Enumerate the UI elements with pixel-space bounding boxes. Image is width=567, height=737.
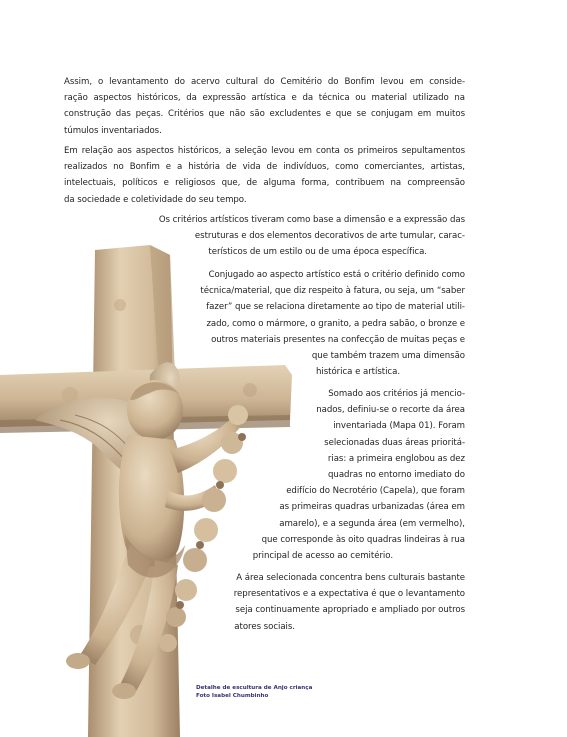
text-line: intelectuais, políticos e religiosos que, de alguma forma, contribuem na compreensão [64,178,465,189]
text-line: atores sociais. [234,621,295,632]
text-line: fazer” que se relaciona diretamente ao tipo de material utili- [206,302,465,313]
text-line: zado, como o mármore, o granito, a pedra sabão, o bronze e [206,318,465,329]
text-line: Assim, o levantamento do acervo cultural do Cemitério do Bonfim levou em conside- [64,77,465,87]
text-line: Conjugado ao aspecto artístico está o critério definido como [208,270,465,280]
paragraph-historical [64,143,465,208]
text-line: rias: a primeira englobou as dez [327,453,465,464]
text-line: túmulos inventariados. [64,125,162,136]
text-line: Os critérios artísticos tiveram como base a dimensão e a expressão das [158,215,465,225]
text-line: realizados no Bonfim e a história de vida de indivíduos, como comerciantes, artistas, [64,162,465,173]
text-line: terísticos de um estilo ou de uma época específica. [208,247,427,258]
text-line: as primeiras quadras urbanizadas (área em [279,502,465,513]
text-line: nados, definiu-se o recorte da área [316,405,465,416]
text-line: construção das peças. Critérios que não são excludentes e que se conjugam em muitos [64,109,465,120]
text-line: quadras no entorno imediato do [328,470,465,481]
paragraph-artistic [120,212,465,261]
text-line: selecionadas duas áreas prioritá- [324,437,465,448]
text-line: estruturas e dos elementos decorativos de arte tumular, carac- [194,231,465,242]
text-line: edifício do Necrotério (Capela), que foram [286,486,465,497]
text-line: técnica/material, que diz respeito à fatura, ou seja, um “saber [200,286,465,297]
paragraph-intro [64,74,465,139]
text-line: da sociedade e coletividade do seu tempo. [64,194,247,205]
paragraph-technique [180,267,465,380]
text-line: histórica e artística. [315,367,400,378]
text-line: inventariada (Mapa 01). Foram [333,421,465,432]
text-line: ração aspectos históricos, da expressão artística e da técnica ou material utilizado na [64,93,465,104]
caption-credit: Foto Isabel Chumbinho [196,693,269,700]
paragraph-area [230,386,465,564]
text-line: seja continuamente apropriado e ampliado por outros [235,605,465,616]
text-line: Em relação aos aspectos históricos, a seleção levou em conta os primeiros sepultamentos [64,146,465,156]
text-line: principal de acesso ao cemitério. [252,551,393,562]
text-line: que também trazem uma dimensão [311,351,465,362]
text-line: representativos e a expectativa é que o levantamento [233,589,465,600]
caption-title: Detalhe de escultura de Anjo criança [196,685,313,691]
text-line: A área selecionada concentra bens culturais bastante [236,573,465,583]
text-line: que corresponde às oito quadras lindeiras à rua [261,534,465,545]
text-line: outros materiais presentes na confecção de muitas peças e [211,334,465,345]
paragraph-conclusion [200,570,465,635]
text-line: Somado aos critérios já mencio- [328,389,465,399]
text-line: amarelo), e a segunda área (em vermelho), [279,518,465,529]
photo-caption [196,684,312,700]
